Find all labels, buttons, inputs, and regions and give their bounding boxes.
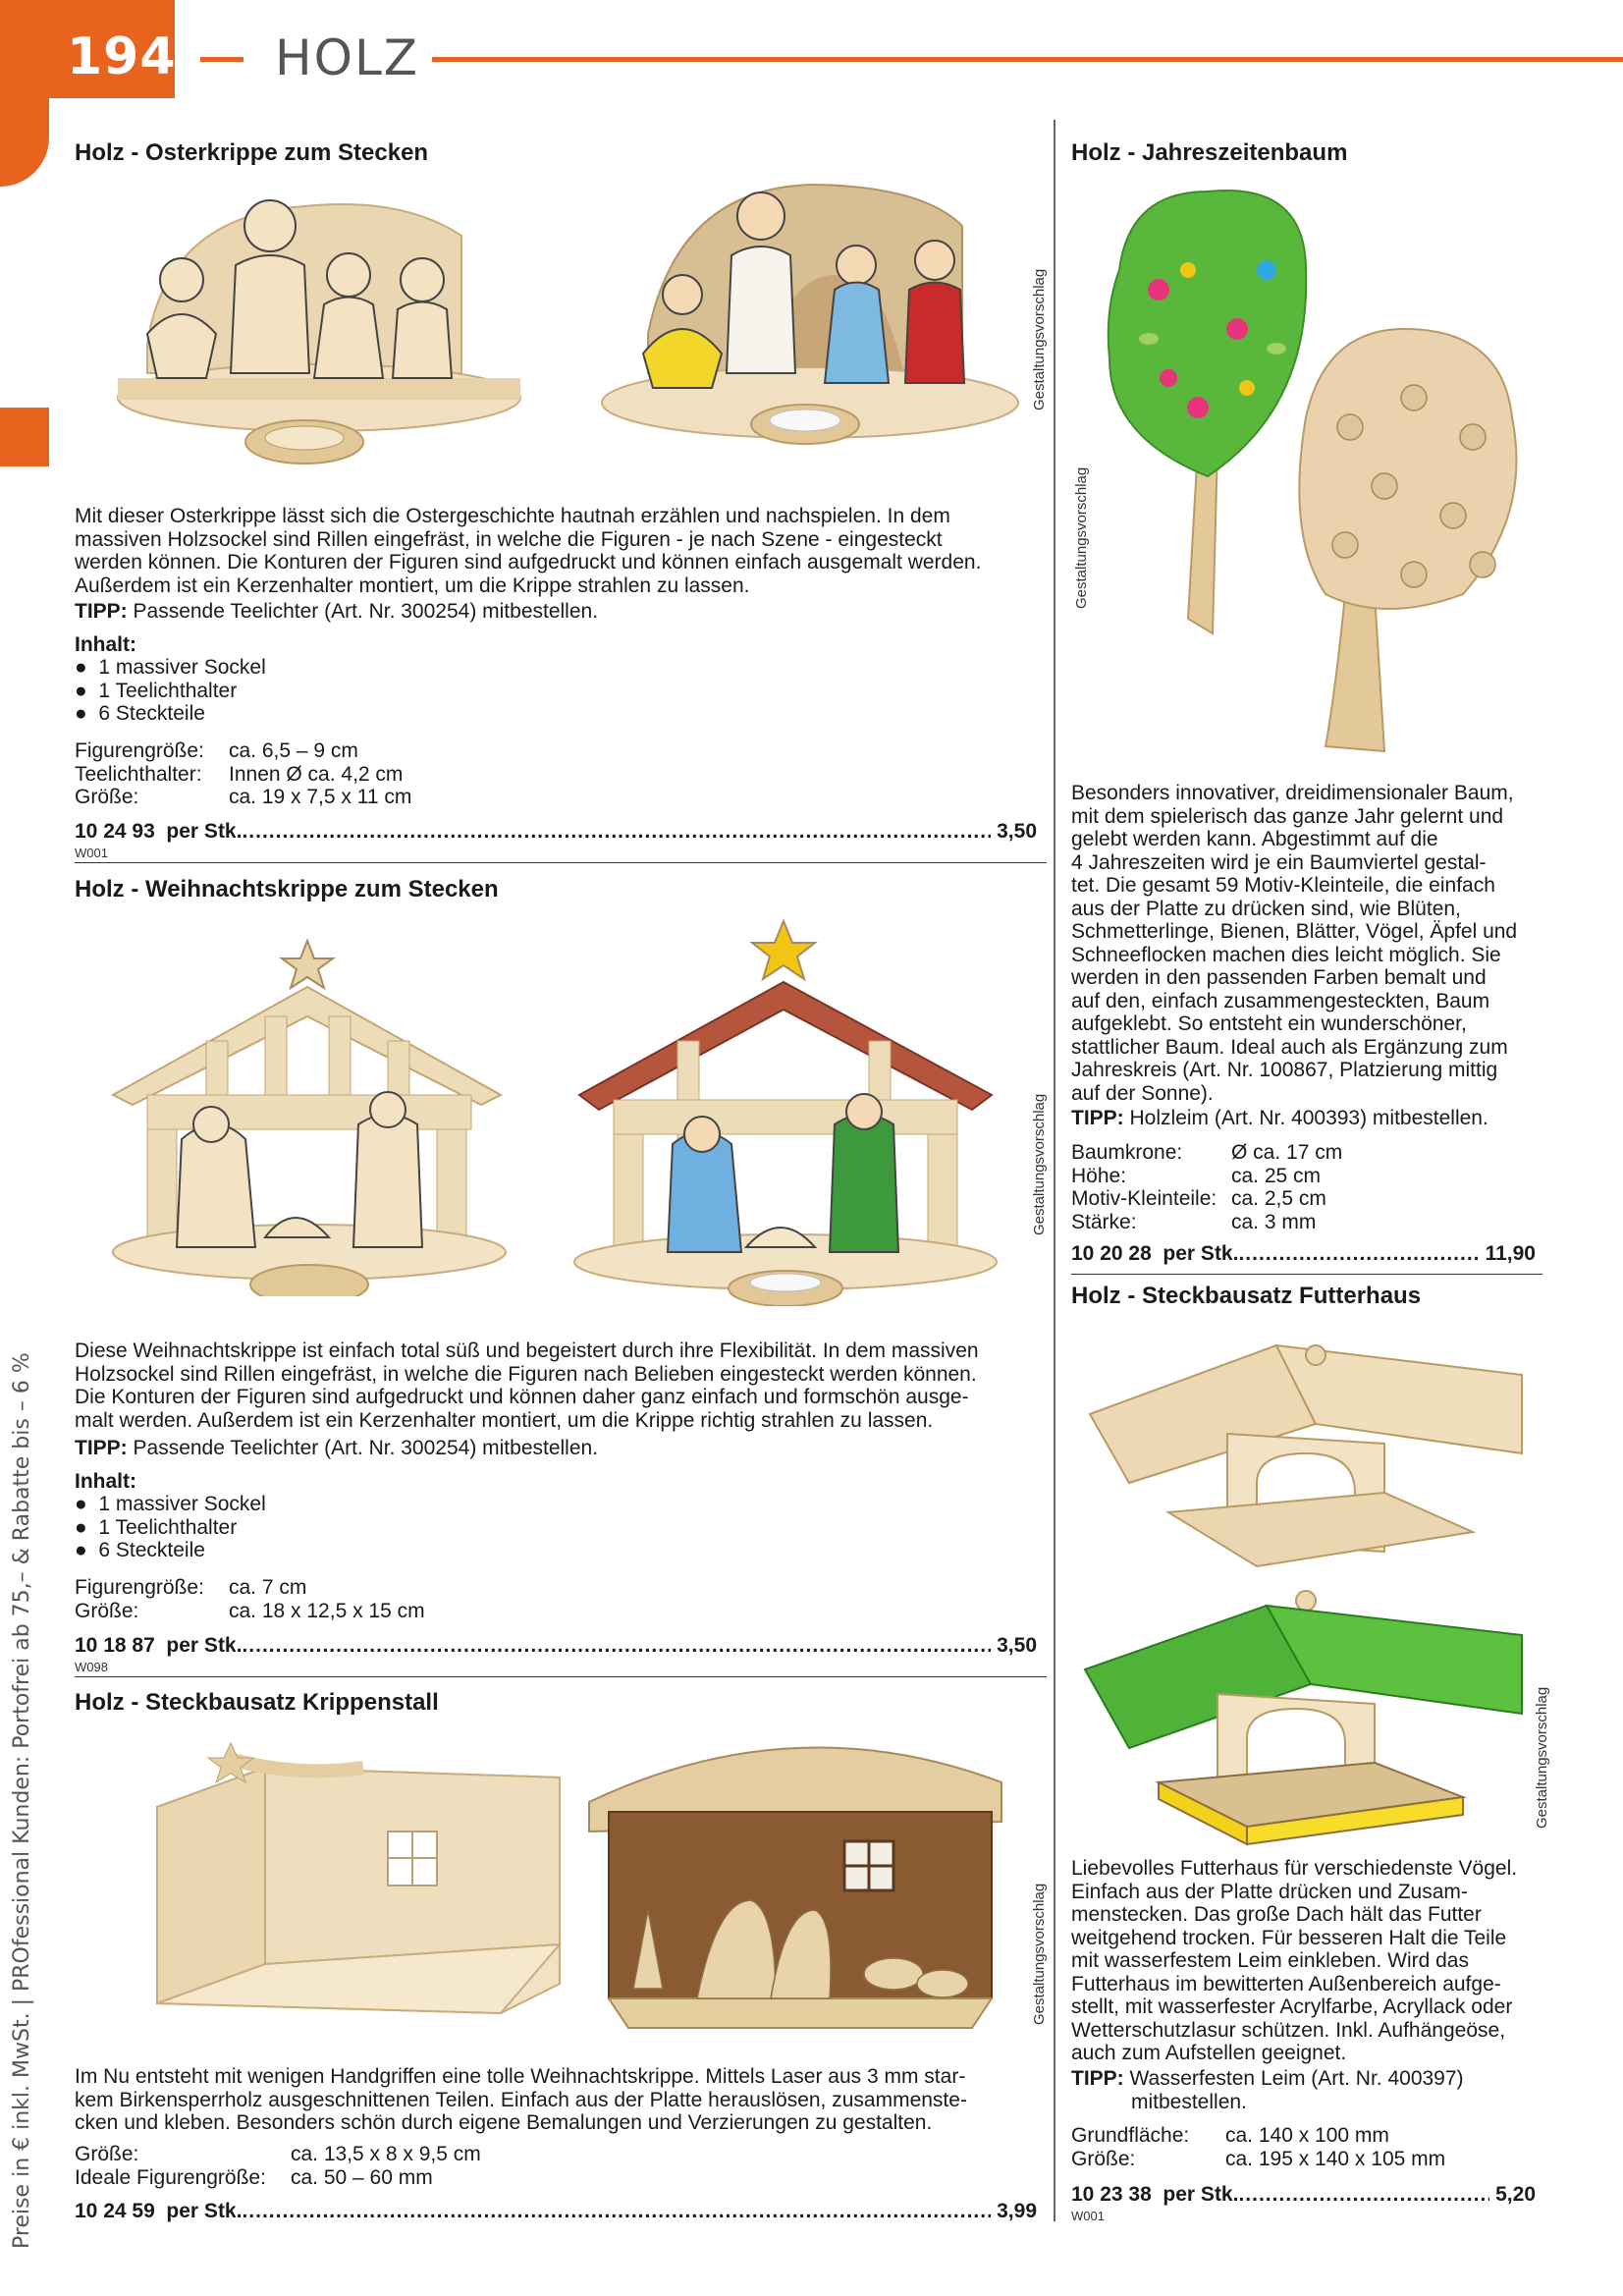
krippenstall-description: Im Nu entsteht mit wenigen Handgriffen eine tolle Weihnachtskrippe. Mittels Laser aus 3 mm star- kem Birkensperrholz ausgeschnittenen Teilen. Einfach aus der Platte herauslösen, zusammenste- cken und kleben. Besonders schön durch eigene Bemalungen und Verzierungen zu gestalten. [75,2065,967,2134]
jahreszeitenbaum-title: Holz - Jahreszeitenbaum [1071,139,1348,166]
weihnachtskrippe-image-plain [108,923,520,1296]
weihnachtskrippe-image-painted [560,903,1011,1306]
design-label: Gestaltungsvorschlag [1073,466,1090,609]
section-rule [75,1676,1047,1677]
side-price-note: Preise in € inkl. MwSt. | PROfessional Kunden: Portofrei ab 75,– & Rabatte bis – 6 % [10,1352,34,2249]
price: 3,50 [997,1634,1037,1657]
price: 3,99 [997,2200,1037,2222]
krippenstall-image-painted [579,1714,1011,2038]
jahreszeitenbaum-tipp: TIPP: Holzleim (Art. Nr. 400393) mitbestellen. [1071,1107,1488,1129]
weihnachtskrippe-code: W098 [75,1660,108,1674]
futterhaus-description: Liebevolles Futterhaus für verschiedenste Vögel. Einfach aus der Platte drücken und Zusam- menstecken. Das große Dach hält das Futter weitgehend trocken. Für besseren Halt die Teile mit wasserfestem Leim einkleben. Wird das Futterhaus im bewitterten Außenbereich aufge- stellt, mit wasserfester Acrylfarbe, Acryllack oder Wetterschutzlasur schützen. Inkl. Aufhängeöse, auch zum Aufstellen geeignet. [1071,1857,1518,2064]
weihnachtskrippe-specs: Figurengröße: ca. 7 cm Größe: ca. 18 x 12,5 x 15 cm [75,1576,425,1622]
osterkrippe-image-plain [108,177,530,471]
weihnachtskrippe-description: Diese Weihnachtskrippe ist einfach total süß und begeistert durch ihre Flexibilität. In dem massiven Holzsockel sind Rillen eingefräst, in welche die Figuren nach Belieben eingesteckt werden können. Die Konturen der Figuren sind aufgedruckt und können daher ganz einfach und formschön ausge- malt werden. Außerdem ist ein Kerzenhalter montiert, um die Krippe richtig strahlen zu lassen. [75,1339,979,1432]
osterkrippe-tipp: TIPP: Passende Teelichter (Art. Nr. 300254) mitbestellen. [75,600,599,623]
weihnachtskrippe-price-row: 10 18 87 per Stk. ..... 3,50 [75,1634,1037,1658]
price: 11,90 [1485,1242,1536,1265]
page-title: HOLZ [275,29,420,86]
osterkrippe-image-painted [589,167,1021,481]
price: 5,20 [1495,2183,1536,2206]
jahreszeitenbaum-image [1090,182,1610,761]
design-label: Gestaltungsvorschlag [1031,268,1048,410]
krippenstall-image-plain [147,1738,569,2033]
jahreszeitenbaum-price-row: 10 20 28 per Stk. ..... 11,90 [1071,1242,1536,1266]
futterhaus-specs: Grundfläche: ca. 140 x 100 mm Größe: ca. 195 x 140 x 105 mm [1071,2124,1446,2170]
osterkrippe-code: W001 [75,846,108,860]
osterkrippe-inhalt-title: Inhalt: [75,633,136,656]
jahreszeitenbaum-specs: Baumkrone: Ø ca. 17 cm Höhe: ca. 25 cm Motiv-Kleinteile: ca. 2,5 cm Stärke: ca. 3 mm [1071,1141,1343,1233]
design-label: Gestaltungsvorschlag [1031,1093,1048,1235]
weihnachtskrippe-inhalt-title: Inhalt: [75,1470,136,1493]
osterkrippe-price-row: 10 24 93 per Stk. ..... 3,50 [75,820,1037,844]
osterkrippe-inhalt-list: ● 1 massiver Sockel ● 1 Teelichthalter ● 6 Steckteile [75,656,266,725]
futterhaus-tipp: TIPP: Wasserfesten Leim (Art. Nr. 400397) mitbestellen. [1071,2067,1464,2113]
futterhaus-code: W001 [1071,2209,1105,2223]
futterhaus-image-painted [1080,1581,1542,1846]
weihnachtskrippe-title: Holz - Weihnachtskrippe zum Stecken [75,876,499,902]
futterhaus-image-plain [1080,1336,1551,1591]
osterkrippe-title: Holz - Osterkrippe zum Stecken [75,139,429,166]
krippenstall-specs: Größe: ca. 13,5 x 8 x 9,5 cm Ideale Figurengröße: ca. 50 – 60 mm [75,2143,481,2189]
futterhaus-title: Holz - Steckbausatz Futterhaus [1071,1283,1422,1309]
price: 3,50 [997,820,1037,843]
futterhaus-price-row: 10 23 38 per Stk. ..... 5,20 [1071,2183,1536,2207]
krippenstall-price-row: 10 24 59 per Stk. ..... 3,99 [75,2200,1037,2223]
osterkrippe-description: Mit dieser Osterkrippe lässt sich die Ostergeschichte hautnah erzählen und nachspielen. In dem massiven Holzsockel sind Rillen eingefräst, in welche die Figuren - je nach Szene - eingesteckt werden können. Die Konturen der Figuren sind aufgedruckt und können einfach ausgemalt werden. Außerdem ist ein Kerzenhalter montiert, um die Krippe strahlen zu lassen. [75,505,982,597]
header-rule [432,57,1623,62]
section-rule [1071,1274,1542,1275]
weihnachtskrippe-tipp: TIPP: Passende Teelichter (Art. Nr. 300254) mitbestellen. [75,1437,599,1459]
left-edge-tab [0,98,49,187]
section-rule [75,862,1047,863]
weihnachtskrippe-inhalt-list: ● 1 massiver Sockel ● 1 Teelichthalter ● 6 Steckteile [75,1493,266,1561]
left-edge-marker [0,408,49,466]
page-number: 194 [67,27,177,86]
krippenstall-title: Holz - Steckbausatz Krippenstall [75,1689,439,1716]
osterkrippe-specs: Figurengröße: ca. 6,5 – 9 cm Teelichthalter: Innen Ø ca. 4,2 cm Größe: ca. 19 x 7,5 x 11 cm [75,739,412,808]
jahreszeitenbaum-description: Besonders innovativer, dreidimensionaler Baum, mit dem spielerisch das ganze Jahr gelernt und gelebt werden kann. Abgestimmt auf die 4 Jahreszeiten wird je ein Baumviertel gestal- tet. Die gesamt 59 Motiv-Kleinteile, die einfach aus der Platte zu drücken sind, wie Blüten, Schmetterlinge, Bienen, Blätter, Vögel, Äpfel und Schneeflocken machen dies leicht möglich. Sie werden in den passenden Farben bemalt und auf den, einfach zusammengesteckten, Baum aufgeklebt. So entsteht ein wunderschöner, stattlicher Baum. Ideal auch als Ergänzung zum Jahreskreis (Art. Nr. 100867, Platzierung mittig auf der Sonne). [1071,782,1518,1105]
column-divider [1054,120,1055,2221]
design-label: Gestaltungsvorschlag [1534,1686,1550,1829]
header-dash [200,57,243,62]
design-label: Gestaltungsvorschlag [1031,1883,1048,2025]
